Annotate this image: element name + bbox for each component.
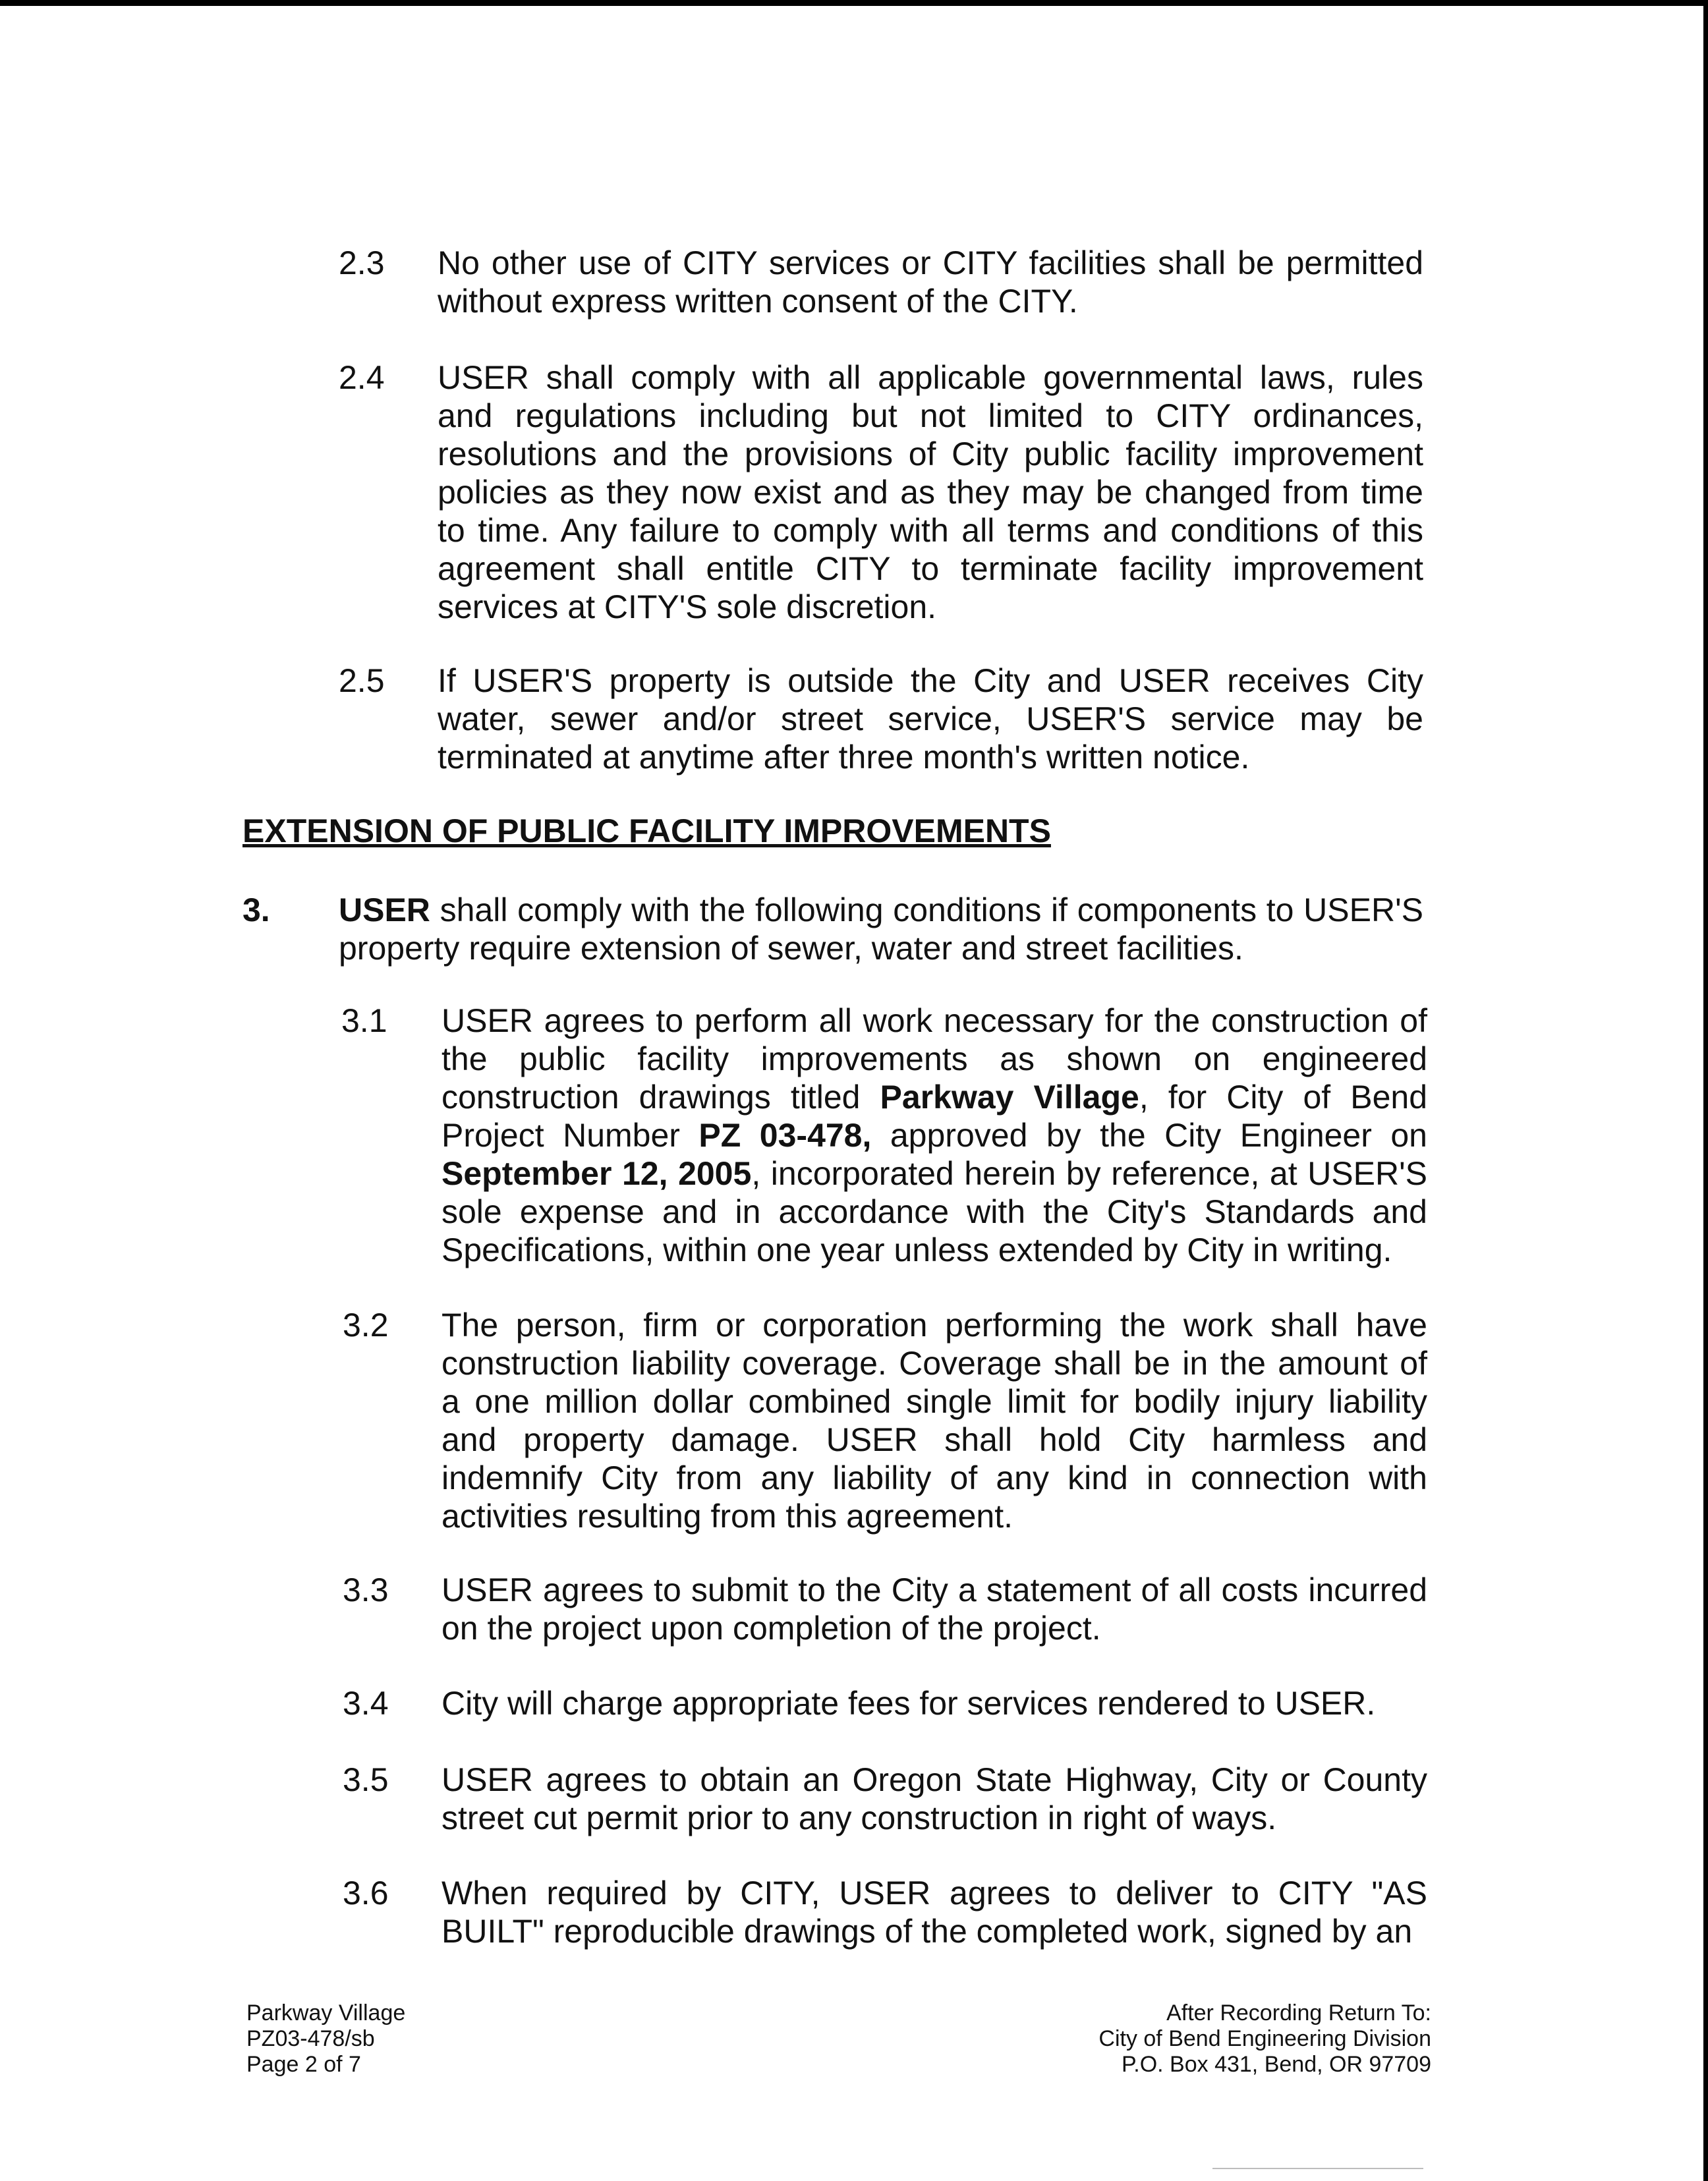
footer-address: P.O. Box 431, Bend, OR 97709 <box>1121 2052 1431 2077</box>
section-number: 2.3 <box>339 244 385 281</box>
subsection-number: 3.6 <box>343 1875 389 1912</box>
section-text: USER shall comply with the following conditions if components to USER'S property require extension of sewer, water and street facilities. <box>339 892 1423 967</box>
subsection-number: 3.1 <box>341 1002 387 1039</box>
subsection-text: The person, firm or corporation performing the work shall have construction liability coverage. Coverage shall be in the amount of a one million dollar combined single limit for bodily injury liability and property damage. USER shall hold City harmless and indemnify City from any liability of any kind in connection with activities resulting from this agreement. <box>441 1307 1427 1535</box>
section-text: No other use of CITY services or CITY facilities shall be permitted without express written consent of the CITY. <box>438 244 1423 320</box>
section-text: If USER'S property is outside the City and USER receives City water, sewer and/or street service, USER'S service may be terminated at anytime after three month's written notice. <box>438 662 1423 776</box>
subsection-number: 3.2 <box>343 1307 389 1344</box>
subsection-text: When required by CITY, USER agrees to deliver to CITY "AS BUILT" reproducible drawings of the completed work, signed by an <box>441 1875 1427 1950</box>
section-heading: EXTENSION OF PUBLIC FACILITY IMPROVEMENTS <box>242 812 1051 849</box>
scan-border-right <box>1703 0 1708 2181</box>
section-number: 2.5 <box>339 662 385 699</box>
subsection-text: USER agrees to obtain an Oregon State Highway, City or County street cut permit prior to any construction in right of ways. <box>441 1761 1427 1836</box>
section-number: 3. <box>242 892 270 928</box>
project-number: PZ 03-478, <box>698 1117 872 1154</box>
subsection-number: 3.4 <box>343 1685 389 1722</box>
footer-file-ref: PZ03-478/sb <box>246 2026 375 2051</box>
subsection-text: USER agrees to submit to the City a statement of all costs incurred on the project upon completion of the project. <box>441 1572 1427 1647</box>
subsection-number: 3.5 <box>343 1761 389 1798</box>
footer-left <box>246 2000 405 2078</box>
scan-border-top <box>0 0 1708 6</box>
section-number: 2.4 <box>339 359 385 396</box>
section-text: USER shall comply with all applicable governmental laws, rules and regulations including but not limited to CITY ordinances, resolutions and the provisions of City public facility improvement policies as they now exist and as they may be changed from time to time. Any failure to comply with all terms and conditions of this agreement shall entitle CITY to terminate facility improvement services at CITY'S sole discretion. <box>438 359 1423 625</box>
subsection-text: City will charge appropriate fees for services rendered to USER. <box>441 1685 1376 1722</box>
footer-division: City of Bend Engineering Division <box>1098 2026 1431 2051</box>
scan-artifact <box>1212 2168 1423 2169</box>
footer-return-label: After Recording Return To: <box>1166 2000 1431 2025</box>
approval-date: September 12, 2005 <box>441 1155 752 1192</box>
project-name: Parkway Village <box>880 1079 1139 1116</box>
bold-term: USER <box>339 892 430 928</box>
subsection-number: 3.3 <box>343 1572 389 1608</box>
footer-project-name: Parkway Village <box>246 2000 406 2025</box>
subsection-text: USER agrees to perform all work necessary for the construction of the public facility improvements as shown on engineered construction drawings titled Parkway Village, for City of Bend Project Number PZ 03-478, approved by the City Engineer on September 12, 2005, incorporated herein by reference, at USER'S sole expense and in accordance with the City's Standards and Specifications, within one year unless extended by City in writing. <box>441 1002 1428 1268</box>
footer-page-number: Page 2 of 7 <box>246 2052 361 2077</box>
footer-right <box>1098 2000 1431 2078</box>
